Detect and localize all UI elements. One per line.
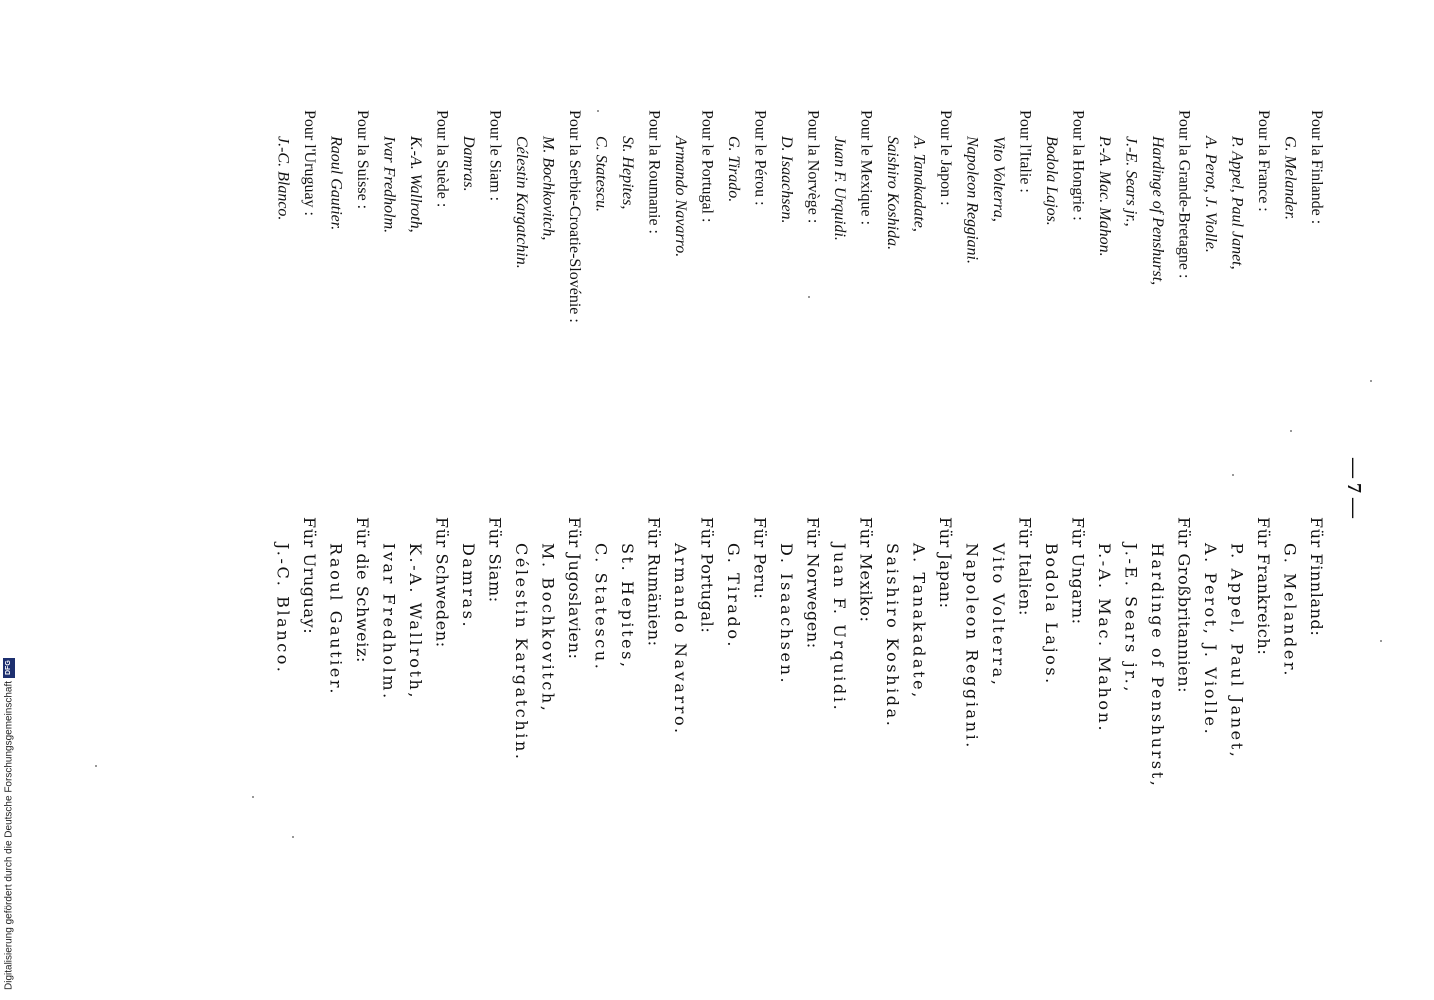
signatory-entry [962, 517, 1033, 788]
country-label: Für Japan: [936, 517, 955, 609]
country-label: Für Ungarn: [1068, 517, 1088, 625]
signatory-name: Raoul Gautier. [327, 136, 345, 231]
french-signatories-column [264, 110, 1324, 323]
country-label: Pour le Japon : [937, 110, 954, 206]
country-label: Pour la Suisse : [354, 110, 371, 210]
country-label: Pour la Roumanie : [645, 110, 663, 234]
signatory-name: Juan F. Urquidi. [830, 543, 849, 713]
country-label: Pour le Mexique : [857, 110, 875, 226]
signatory-name: K.-A. Wallroth, [407, 136, 424, 233]
signatory-name: St. Hepites, [618, 543, 637, 670]
signatory-name: Napoleon Reggiani. [962, 543, 982, 750]
scan-speck [95, 765, 97, 767]
signatory-name: Saishiro Koshida. [884, 136, 901, 251]
scan-speck [1380, 640, 1382, 642]
signatory-entry [1200, 110, 1271, 323]
signatory-entry [273, 517, 318, 788]
signatory-name: G. Melander. [1281, 136, 1299, 220]
country-label: Für Finnland: [1307, 517, 1326, 637]
country-label: Für Peru: [750, 517, 770, 600]
scan-speck [292, 836, 294, 838]
country-label: Für Schweden: [432, 517, 452, 648]
signatory-entry [1094, 517, 1192, 788]
signatory-name: J.-C. Blanco. [273, 543, 293, 675]
signatory-entry [1041, 517, 1086, 788]
country-label: Für Frankreich: [1254, 517, 1273, 656]
signatory-entry [723, 517, 768, 788]
signatory-entry [458, 110, 503, 323]
signatory-entry [1041, 110, 1086, 323]
country-label: Für Mexiko: [856, 517, 876, 623]
country-label: Für Italien: [1015, 517, 1035, 617]
signatory-entry [829, 110, 874, 323]
scan-speck [1232, 474, 1234, 476]
country-label: Für Rumänien: [644, 517, 664, 647]
signatory-name: G. Tirado. [724, 543, 743, 650]
signatory-name: A. Tanakadate, [909, 543, 929, 700]
signatory-entry [776, 110, 821, 323]
country-label: Für Siam: [485, 517, 505, 603]
country-label: Pour le Portugal : [698, 110, 716, 223]
signatory-name: Hardinge of Penshurst, [1148, 543, 1167, 789]
signatory-entry [326, 517, 371, 788]
signatory-name: Bodola Lajos. [1042, 543, 1061, 686]
page-number: — 7 — [1343, 458, 1365, 518]
signatory-entry [273, 110, 318, 323]
scan-speck [1290, 430, 1292, 432]
signatory-entry [882, 110, 953, 323]
signatory-name: Armando Navarro. [671, 543, 690, 736]
country-label: Für Großbritannien: [1174, 517, 1194, 694]
signatory-name: A. Perot, J. Violle. [1201, 543, 1220, 737]
signatory-name: Damras. [459, 543, 478, 630]
country-label: Pour l'Uruguay : [301, 110, 318, 216]
signatory-name: St. Hepites, [619, 136, 636, 210]
signatory-entry [458, 517, 503, 788]
signatory-entry [670, 110, 715, 323]
signatory-name: Bodola Lajos. [1043, 136, 1060, 226]
signatory-entry [591, 517, 662, 788]
country-label: Pour la Finlande : [1308, 110, 1325, 225]
signatory-name: Damras. [460, 136, 477, 192]
digitization-footer [2, 605, 16, 990]
signatory-entry [829, 517, 874, 788]
signatory-name: P.-A. Mac. Mahon. [1095, 543, 1114, 734]
signatory-name: P. Appel, Paul Janet, [1228, 136, 1246, 270]
footer-text: Digitalisierung gefördert durch die Deutsche Forschungsgemeinschaft [3, 680, 15, 990]
signatory-name: Ivar Fredholm. [380, 136, 398, 234]
signatory-entry [1280, 517, 1325, 788]
signatory-entry [326, 110, 371, 323]
signatory-name: Napoleon Reggiani. [963, 136, 981, 264]
german-signatories-column [264, 517, 1324, 788]
country-label: Für Portugal: [697, 517, 717, 634]
signatory-name: Hardinge of Penshurst, [1149, 136, 1166, 286]
country-label: Pour la Hongrie : [1069, 110, 1087, 221]
scan-speck [252, 796, 254, 798]
signatory-entry [670, 517, 715, 788]
signatory-name: J.-E. Sears jr., [1122, 136, 1140, 227]
dfg-logo-icon: DFG [3, 658, 15, 678]
signatory-name: Célestin Kargatchin. [513, 136, 530, 269]
signatory-name: A. Tanakadate, [910, 136, 928, 232]
country-label: Pour la Serbie-Croatie-Slovénie : [566, 110, 583, 323]
signatory-name: D. Isaachsen. [778, 136, 795, 224]
signatory-entry [962, 110, 1033, 323]
country-label: Pour la Norvège : [804, 110, 822, 224]
signatory-entry [1094, 110, 1192, 323]
signatory-name: Armando Navarro. [672, 136, 689, 258]
country-label: Pour le Pérou : [751, 110, 769, 206]
signatory-entry [511, 517, 582, 788]
signatory-entry [591, 110, 662, 323]
signatory-entry [776, 517, 821, 788]
signatory-name: Vito Volterra, [989, 543, 1008, 688]
signatory-name: J.-C. Blanco. [274, 136, 292, 221]
signatory-name: G. Melander. [1280, 543, 1300, 679]
signatory-entry [723, 110, 768, 323]
signatory-name: P.-A. Mac. Mahon. [1096, 136, 1113, 257]
signatory-entry [1280, 110, 1325, 323]
signatory-name: M. Bochkovitch, [539, 136, 557, 241]
country-label: Für Norwegen: [803, 517, 823, 649]
country-label: Für Jugoslavien: [565, 517, 584, 660]
signatory-name: J.-E. Sears jr., [1121, 543, 1141, 695]
country-label: Pour la France : [1255, 110, 1272, 212]
scan-speck [808, 296, 810, 298]
signatory-entry [882, 517, 953, 788]
country-label: Pour la Suède : [433, 110, 451, 208]
country-label: Pour l'Italie : [1016, 110, 1034, 193]
signatory-entry [379, 517, 450, 788]
country-label: Für Uruguay: [300, 517, 319, 635]
signatory-name: P. Appel, Paul Janet, [1227, 543, 1247, 760]
signatory-name: D. Isaachsen. [777, 543, 796, 686]
signatory-name: A. Perot, J. Violle. [1202, 136, 1219, 253]
scan-speck [597, 110, 599, 112]
scan-speck [1370, 380, 1372, 382]
signatory-name: Vito Volterra, [990, 136, 1007, 222]
signatory-name: C. Statescu. [592, 136, 610, 212]
signatory-name: Célestin Kargatchin. [512, 543, 531, 762]
signatory-name: Saishiro Koshida. [883, 543, 902, 729]
signatory-name: G. Tirado. [725, 136, 742, 203]
country-label: Für die Schweiz: [353, 517, 372, 663]
signatory-entry [1200, 517, 1271, 788]
signatory-name: Raoul Gautier. [326, 543, 346, 697]
signatory-name: Juan F. Urquidi. [831, 136, 848, 241]
signatory-entry [379, 110, 450, 323]
signatory-name: Ivar Fredholm. [379, 543, 399, 701]
country-label: Pour la Grande-Bretagne : [1175, 110, 1193, 279]
signatory-name: K.-A. Wallroth, [406, 543, 425, 701]
country-label: Pour le Siam : [486, 110, 504, 202]
signatory-name: C. Statescu. [591, 543, 611, 672]
signatory-entry [511, 110, 582, 323]
signatory-name: M. Bochkovitch, [538, 543, 558, 714]
